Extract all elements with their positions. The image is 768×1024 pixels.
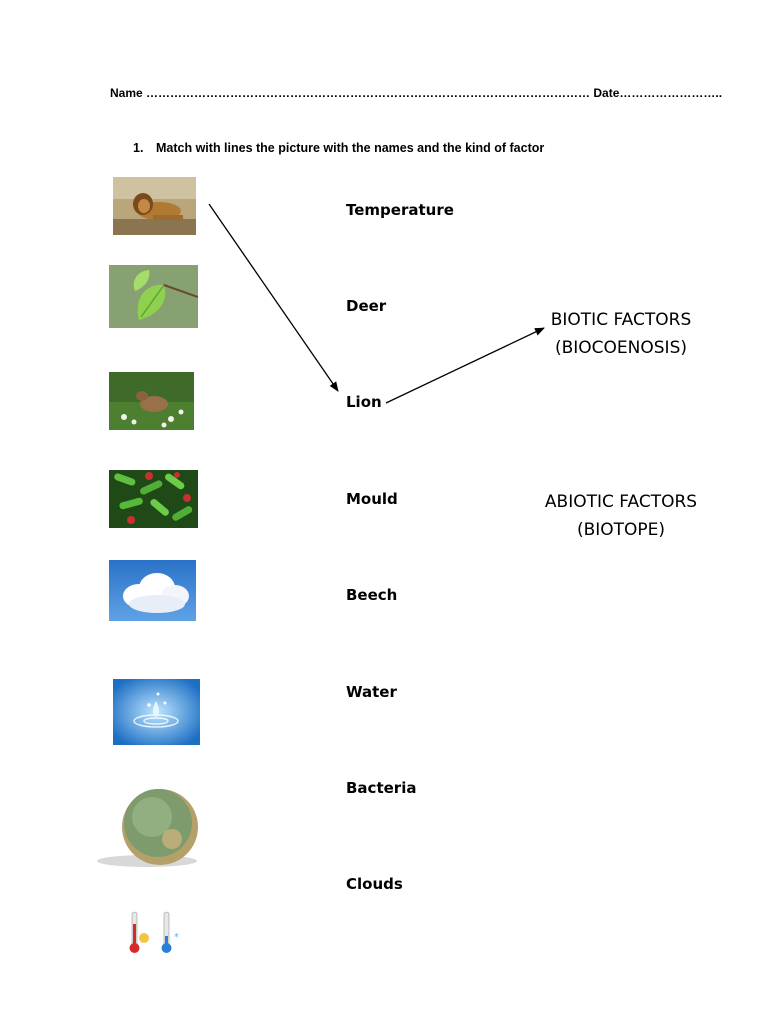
- abiotic-factors-subtitle: (BIOTOPE): [576, 520, 666, 540]
- instruction-number: 1.: [133, 141, 144, 155]
- word-beech[interactable]: Beech: [346, 586, 398, 604]
- word-bacteria[interactable]: Bacteria: [346, 779, 417, 797]
- word-temperature[interactable]: Temperature: [346, 201, 454, 219]
- biotic-factors-title: BIOTIC FACTORS: [550, 310, 692, 330]
- svg-text:*: *: [174, 932, 179, 943]
- word-water[interactable]: Water: [346, 683, 397, 701]
- abiotic-factors-title: ABIOTIC FACTORS: [544, 492, 698, 512]
- name-date-line[interactable]: Name ………………………………………………………………………………………………… Date……………………..: [110, 86, 723, 100]
- biotic-factors-subtitle: (BIOCOENOSIS): [554, 338, 687, 358]
- word-clouds[interactable]: Clouds: [346, 875, 403, 893]
- arrow-lion-word-to-biotic: [386, 328, 544, 403]
- instruction-text: Match with lines the picture with the names and the kind of factor: [156, 141, 545, 155]
- word-deer[interactable]: Deer: [346, 297, 387, 315]
- word-lion[interactable]: Lion: [346, 393, 382, 411]
- arrow-lion-picture-to-word: [209, 204, 338, 391]
- word-mould[interactable]: Mould: [346, 490, 398, 508]
